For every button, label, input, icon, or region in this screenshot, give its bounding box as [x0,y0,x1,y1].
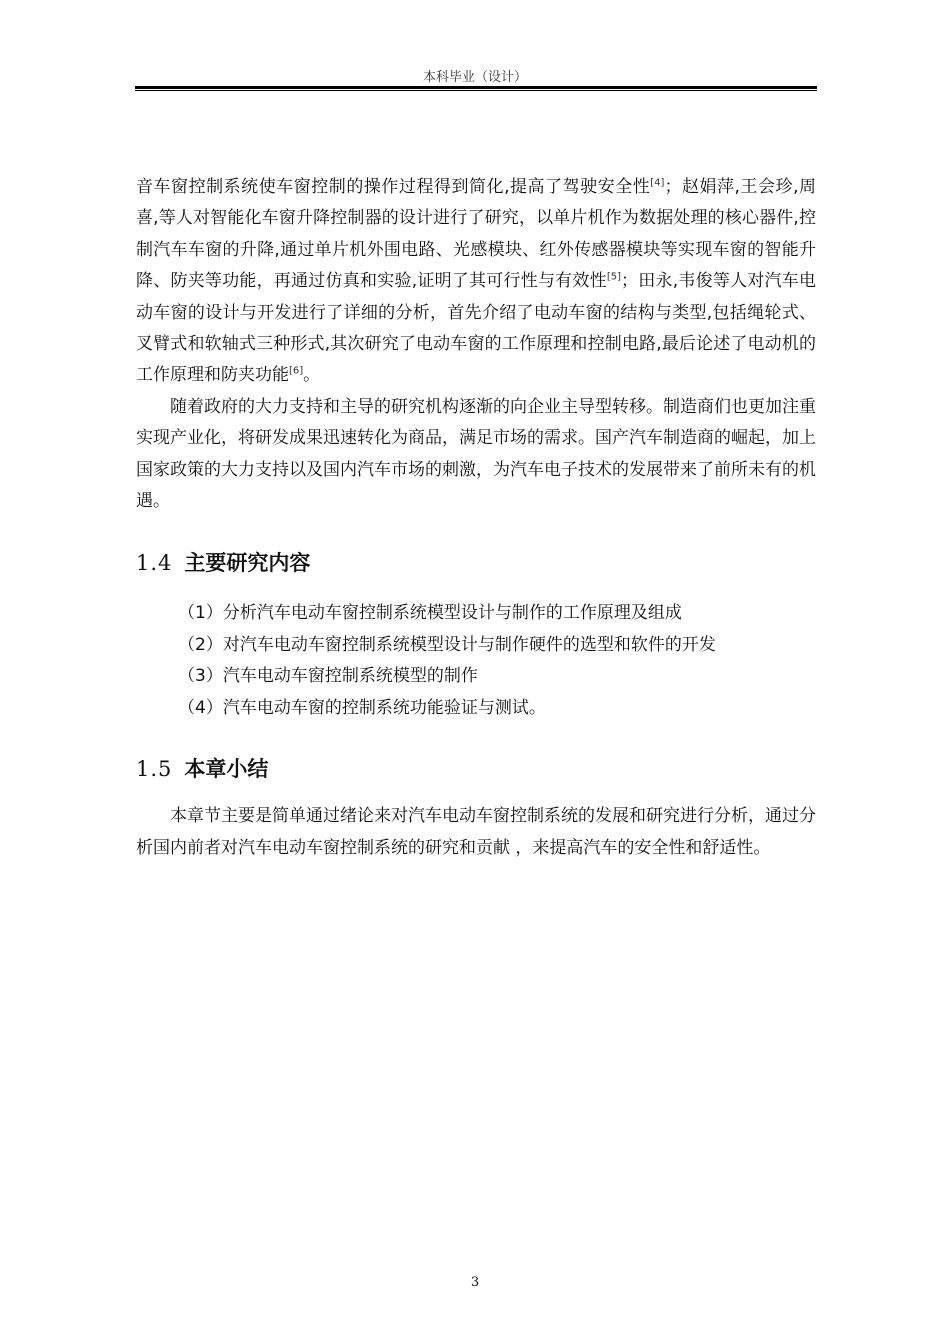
header-rule-thick [135,86,817,89]
section-heading-1-4 [136,549,816,577]
citation-6: [6] [289,365,304,377]
page-content [136,172,816,864]
section-number: 1.4 [136,551,173,576]
section-title: 主要研究内容 [184,551,311,576]
paragraph-literature-review [136,172,816,392]
page-number: 3 [470,1275,480,1290]
section-number: 1.5 [136,757,173,782]
citation-4: [4] [650,177,665,189]
header-rule-thin [135,90,817,91]
paragraph-chapter-summary: 本章节主要是简单通过绪论来对汽车电动车窗控制系统的发展和研究进行分析，通过分析国内前者对汽车电动车窗控制系统的研究和贡献 ，来提高汽车的安全性和舒适性。 [136,806,816,858]
research-content-list [136,598,816,724]
paragraph-text: 音车窗控制系统使车窗控制的操作过程得到简化,提高了驾驶安全性 [136,177,651,197]
section-title: 本章小结 [184,757,269,782]
paragraph-industry-trends: 随着政府的大力支持和主导的研究机构逐渐的向企业主导型转移。制造商们也更加注重实现产业化，将研发成果迅速转化为商品，满足市场的需求。国产汽车制造商的崛起，加上国家政策的大力支持以及国内汽车市场的刺激，为汽车电子技术的发展带来了前所未有的机遇。 [136,396,816,512]
list-item: （3）汽车电动车窗控制系统模型的制作 [178,666,478,687]
paragraph-text: ；田永,韦俊等人对汽车电动车窗的设计与开发进行了详细的分析，首先介绍了电动车窗的结构与类型,包括绳轮式、叉臂式和软轴式三种形式,其次研究了电动车窗的工作原理和控制电路,最后论述了电动机的工作原理和防夹功能 [136,271,816,386]
paragraph-text: 。 [303,365,321,386]
list-item: （1）分析汽车电动车窗控制系统模型设计与制作的工作原理及组成 [178,603,682,624]
list-item: （4）汽车电动车窗的控制系统功能验证与测试。 [178,697,546,718]
paragraph-text: ；赵娟萍,王会珍,周喜,等人对智能化车窗升降控制器的设计进行了研究，以单片机作为数据处理的核心器件,控制汽车车窗的升降,通过单片机外围电路、光感模块、红外传感器模块等实现车窗的智能升降、防夹等功能，再通过仿真和实验,证明了其可行性与有效性 [136,177,817,292]
running-header: 本科毕业（设计） [422,70,527,85]
section-heading-1-5 [136,755,816,783]
citation-5: [5] [606,271,622,283]
list-item: （2）对汽车电动车窗控制系统模型设计与制作硬件的选型和软件的开发 [178,634,716,655]
